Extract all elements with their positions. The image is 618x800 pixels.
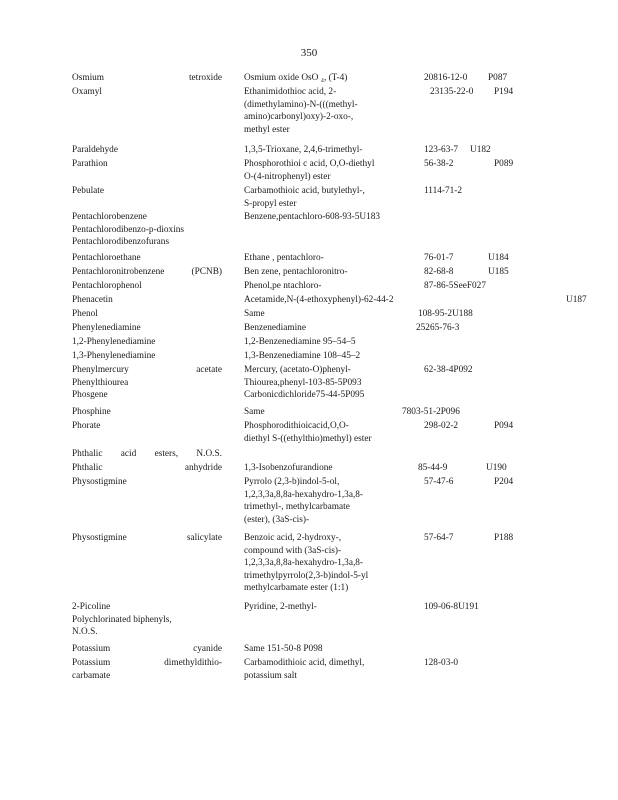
chemical-name-line: 1,3,5-Trioxane, 2,4,6-trimethyl- [244,145,363,155]
chemical-abstracts-name [244,252,409,265]
cas-number: 87-86-5SeeF027 [424,281,486,291]
substance-name [72,158,222,171]
substance-name [72,211,222,249]
substance-name-line: Oxamyl [72,87,102,97]
substance-name [72,420,222,433]
chemical-name-line: Pyridine, 2-methyl- [244,602,317,612]
substance-name-line: Pentachlorodibenzo-p-dioxins [72,224,185,235]
chemical-name-line: Phosphorodithioicacid,O,O- [244,421,349,431]
cas-number: 1114-71-2 [424,186,463,196]
chemical-name-line: Mercury, (acetato-O)phenyl- [244,365,351,375]
cas-number: 85-44-9 [418,463,448,473]
substance-name [72,448,222,461]
substance-name-line: Phenylmercury acetate [72,365,222,375]
chemical-name-line: Phenol,pe ntachloro- [244,281,322,291]
substance-name [72,86,222,99]
chemical-abstracts-name [244,308,409,321]
substance-name-line: 1,2-Phenylenediamine [72,337,156,347]
substance-name [72,350,222,363]
substance-name [72,144,222,157]
chemical-abstracts-name [244,322,409,335]
hazardous-waste-code: P204 [494,477,514,487]
substance-name-line: Pentachloroethane [72,253,141,263]
cas-number: 108-95-2U188 [418,309,473,319]
substance-name-line: Pentachlorophenol [72,281,142,291]
substance-name [72,532,222,545]
chemical-name-line: Benzenediamine [244,323,306,333]
chemical-abstracts-name [244,211,409,224]
hazardous-waste-code: U182 [470,145,491,155]
cas-number: 123-63-7 [424,145,459,155]
substance-name [72,308,222,321]
substance-name [72,280,222,293]
cas-number: 62-38-4P092 [424,365,473,375]
chemical-name-line: Ethane , pentachloro- [244,253,324,263]
cas-number: 82-68-8 [424,267,454,277]
chemical-name-line: (ester), (3aS-cis)- [244,514,310,525]
chemical-abstracts-name [244,72,409,85]
chemical-abstracts-name [244,350,409,363]
chemical-name-line: Ben zene, pentachloronitro- [244,267,348,277]
hazardous-waste-code: U184 [488,253,509,263]
substance-name-line: Pebulate [72,186,105,196]
chemical-name-line: diethyl S-((ethylthio)methyl) ester [244,433,372,444]
chemical-name-line: methyl ester [244,124,290,135]
substance-name-line: Potassium cyanide [72,644,222,654]
chemical-abstracts-name [244,462,409,475]
chemical-name-line: methylcarbamate ester (1:1) [244,583,349,593]
page-number: 350 [300,47,318,59]
substance-name-line: Phenacetin [72,295,113,305]
cas-number: 57-64-7 [424,533,454,543]
cas-number: 56-38-2 [424,159,454,169]
hazardous-waste-code: P188 [494,533,514,543]
substance-name [72,462,222,475]
substance-name-line: Physostigmine [72,477,127,487]
cas-number: 7803-51-2P096 [402,407,460,417]
substance-name [72,476,222,489]
chemical-name-line: Phosphorothioi c acid, O,O-diethyl [244,159,375,169]
substance-name-line: Phthalic anhydride [72,463,222,473]
substance-name-line: Phthalic acid esters, N.O.S. [72,449,222,459]
substance-name-line: Parathion [72,159,108,169]
substance-name [72,643,222,656]
substance-name [72,72,222,85]
substance-name-line: 2-Picoline [72,602,111,612]
hazardous-waste-code: U190 [486,463,507,473]
cas-number: 23135-22-0 [430,87,474,97]
chemical-name-line: 1,2-Benzenediamine 95–54–5 [244,337,356,347]
substance-name-line: Pentachlorobenzene [72,212,147,222]
chemical-abstracts-name [244,336,409,349]
substance-name-line: Phosgene [72,390,108,400]
chemical-name-line: O-(4-nitrophenyl) ester [244,171,331,182]
chemical-name-line: 1,3-Isobenzofurandione [244,463,333,473]
chemical-abstracts-name [244,420,409,445]
chemical-abstracts-name [244,158,409,183]
substance-name-line: 1,3-Phenylenediamine [72,351,156,361]
cas-number: 20816-12-0 [424,73,468,83]
chemical-abstracts-name [244,185,409,210]
cas-number: 128-03-0 [424,658,459,668]
chemical-name-line: Osmium oxide OsO ₄, (T-4) [244,73,348,83]
chemical-abstracts-name [244,657,409,682]
chemical-name-line: Same 151-50-8 P098 [244,644,323,654]
hazardous-waste-code: P089 [494,159,514,169]
chemical-abstracts-name [244,406,409,419]
substance-name-line: Phenol [72,309,98,319]
hazardous-waste-code: P194 [494,87,514,97]
substance-name [72,336,222,349]
substance-name [72,266,222,279]
chemical-name-line: (dimethylamino)-N-(((methyl- [244,99,358,110]
chemical-name-line: Benzoic acid, 2-hydroxy-, [244,533,342,543]
chemical-abstracts-name [244,86,409,136]
hazardous-waste-code: U185 [488,267,509,277]
chemical-abstracts-name [244,266,409,279]
chemical-name-line: Benzene,pentachloro-608-93-5U183 [244,212,381,222]
chemical-name-line: 1,2,3,3a,8,8a-hexahydro-1,3a,8- [244,558,364,568]
substance-name [72,294,222,307]
substance-name [72,657,222,682]
hazardous-waste-code: P094 [494,421,514,431]
chemical-name-line: potassium salt [244,670,297,681]
chemical-name-line: S-propyl ester [244,198,297,209]
substance-name-line: Physostigmine salicylate [72,533,222,543]
substance-name [72,364,222,402]
substance-name [72,601,222,639]
hazardous-waste-code: P087 [488,73,508,83]
chemical-name-line: 1,3-Benzenediamine 108–45–2 [244,351,361,361]
chemical-name-line: amino)carbonyl)oxy)-2-oxo-, [244,112,354,122]
substance-name-line: Phorate [72,421,101,431]
substance-name-line: carbamate [72,670,111,681]
substance-name-line: Potassium dimethyldithio- [72,658,222,668]
chemical-abstracts-name [244,643,409,656]
chemical-name-line: 1,2,3,3a,8,8a-hexahydro-1,3a,8- [244,489,364,500]
substance-name-line: Paraldehyde [72,145,118,155]
chemical-name-line: compound with (3aS-cis)- [244,545,342,556]
substance-name-line: Pentachloronitrobenzene (PCNB) [72,267,222,277]
hazardous-waste-code: U187 [566,295,587,305]
chemical-abstracts-name [244,532,409,595]
cas-number: 298-02-2 [424,421,459,431]
substance-name-line: Osmium tetroxide [72,73,222,83]
substance-name-line: Polychlorinated biphenyls, [72,614,172,625]
substance-name [72,252,222,265]
substance-name [72,322,222,335]
chemical-name-line: trimethyl-, methylcarbamate [244,502,350,512]
chemical-name-line: Carbamodithioic acid, dimethyl, [244,658,365,668]
substance-name [72,185,222,198]
chemical-abstracts-name [244,476,409,526]
substance-name [72,406,222,419]
chemical-name-line: Ethanimidothioc acid, 2- [244,87,337,97]
chemical-name-line: Acetamide,N-(4-ethoxyphenyl)-62-44-2 [244,295,394,305]
cas-number: 25265-76-3 [416,323,460,333]
chemical-abstracts-name [244,280,409,293]
substance-name-line: Phenylenediamine [72,323,141,333]
chemical-name-line: trimethylpyrrolo(2,3-b)indol-5-yl [244,570,369,581]
cas-number: 57-47-6 [424,477,454,487]
chemical-abstracts-name [244,294,409,307]
chemical-name-line: Pyrrolo (2,3-b)indol-5-ol, [244,477,340,487]
cas-number: 109-06-8U191 [424,602,479,612]
chemical-abstracts-name [244,364,409,402]
substance-name-line: Pentachlorodibenzofurans [72,237,170,247]
substance-name-line: N.O.S. [72,627,98,637]
chemical-name-line: Same [244,407,265,417]
chemical-name-line: Thiourea,phenyl-103-85-5P093 [244,377,362,388]
substance-name-line: Phenylthiourea [72,377,129,388]
chemical-name-line: Carbonicdichloride75-44-5P095 [244,390,365,400]
cas-number: 76-01-7 [424,253,454,263]
chemical-name-line: Same [244,309,265,319]
chemical-abstracts-name [244,601,409,614]
substance-name-line: Phosphine [72,407,111,417]
chemical-name-line: Carbamothioic acid, butylethyl-, [244,186,365,196]
chemical-abstracts-name [244,144,409,157]
